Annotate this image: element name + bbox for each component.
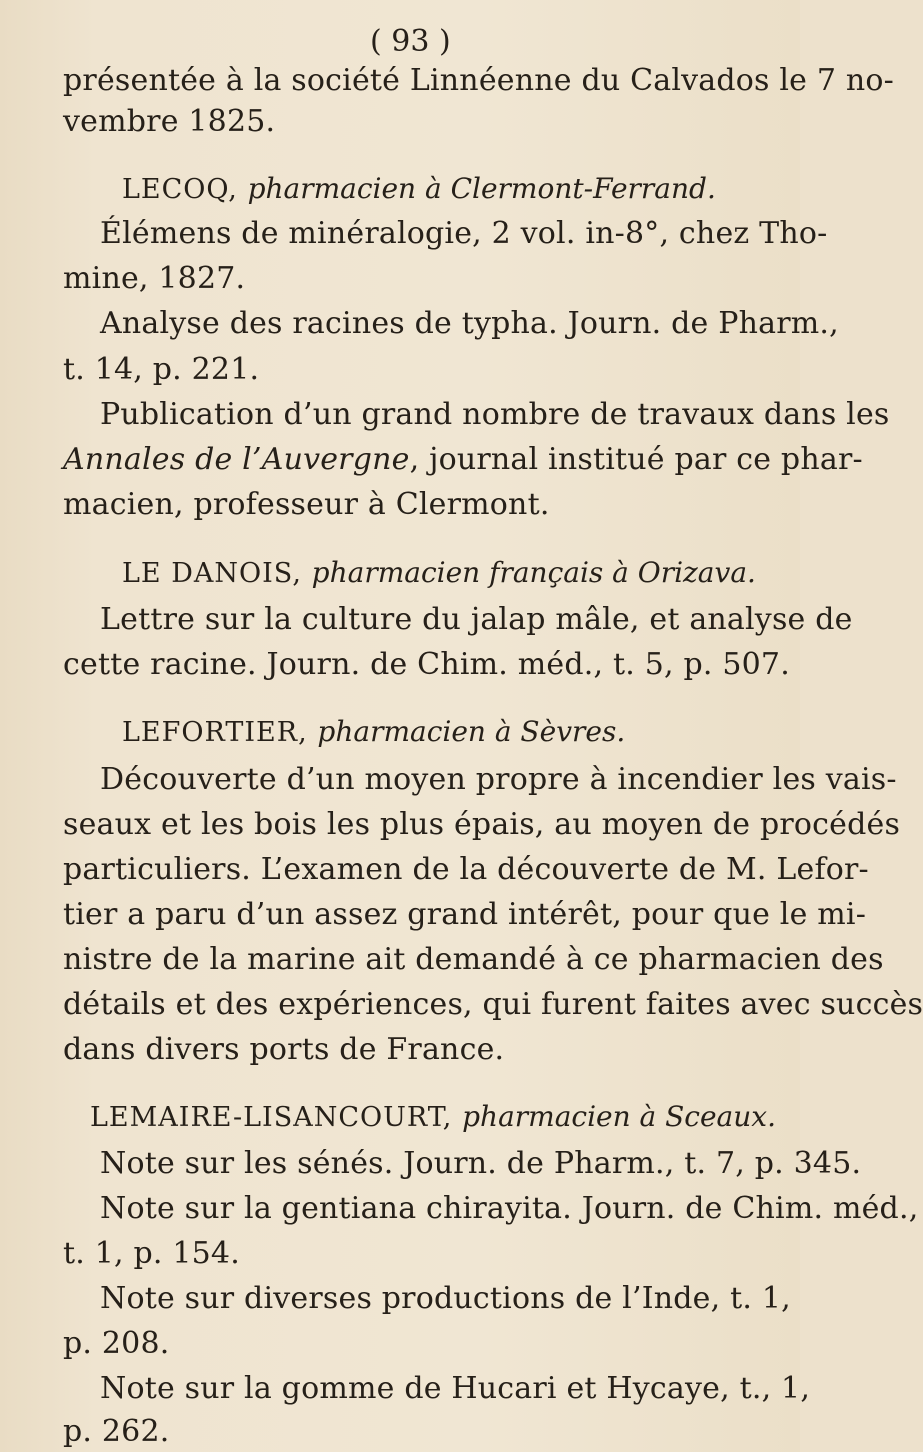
text-line: seaux et les bois les plus épais, au moyen de procédés	[63, 807, 901, 842]
text-line: présentée à la société Linnéenne du Calvados le 7 no-	[63, 63, 895, 98]
text-line: t. 14, p. 221.	[63, 352, 260, 387]
text-line: Note sur diverses productions de l’Inde, t. 1,	[100, 1281, 791, 1316]
text-line: Analyse des racines de typha. Journ. de Pharm.,	[100, 306, 839, 341]
text-line: mine, 1827.	[63, 261, 246, 296]
text-line: p. 208.	[63, 1326, 170, 1361]
text-line: macien, professeur à Clermont.	[63, 487, 550, 522]
entry-heading-lemaire	[90, 1097, 776, 1138]
text-line: tier a paru d’un assez grand intérêt, pour que le mi-	[63, 897, 867, 932]
author-role: pharmacien à Clermont-Ferrand.	[247, 172, 716, 205]
text-line: Publication d’un grand nombre de travaux dans les	[100, 397, 890, 432]
journal-title: Annales de l’Auvergne	[63, 442, 410, 477]
author-name: LEFORTIER,	[122, 717, 308, 748]
text-line: Élémens de minéralogie, 2 vol. in-8°, chez Tho-	[100, 216, 828, 251]
text-line: nistre de la marine ait demandé à ce pharmacien des	[63, 942, 884, 977]
text-line: particuliers. L’examen de la découverte de M. Lefor-	[63, 852, 869, 887]
text-line: cette racine. Journ. de Chim. méd., t. 5, p. 507.	[63, 647, 790, 682]
author-name: LECOQ,	[122, 174, 238, 205]
entry-heading-lecoq	[122, 169, 716, 210]
page-number: ( 93 )	[370, 24, 451, 59]
text-line: Note sur la gomme de Hucari et Hycaye, t., 1,	[100, 1371, 811, 1406]
text-line: dans divers ports de France.	[63, 1032, 505, 1067]
text-line: p. 262.	[63, 1414, 170, 1449]
author-role: pharmacien à Sèvres.	[317, 715, 626, 748]
text-line: t. 1, p. 154.	[63, 1236, 240, 1271]
text-line: Lettre sur la culture du jalap mâle, et analyse de	[100, 602, 853, 637]
text-fragment: , journal institué par ce phar-	[409, 442, 863, 477]
text-line: vembre 1825.	[63, 104, 276, 139]
author-name: LEMAIRE-LISANCOURT,	[90, 1102, 453, 1133]
entry-heading-lefortier	[122, 712, 625, 753]
author-role: pharmacien à Sceaux.	[462, 1100, 776, 1133]
text-line: détails et des expériences, qui furent faites avec succès	[63, 987, 923, 1022]
text-line: Découverte d’un moyen propre à incendier les vais-	[100, 762, 897, 797]
text-line: Note sur les sénés. Journ. de Pharm., t. 7, p. 345.	[100, 1146, 862, 1181]
text-line	[63, 440, 863, 480]
author-name: LE DANOIS,	[122, 558, 302, 589]
text-line: Note sur la gentiana chirayita. Journ. de Chim. méd.,	[100, 1191, 919, 1226]
entry-heading-ledanois	[122, 553, 756, 594]
author-role: pharmacien français à Orizava.	[311, 556, 756, 589]
